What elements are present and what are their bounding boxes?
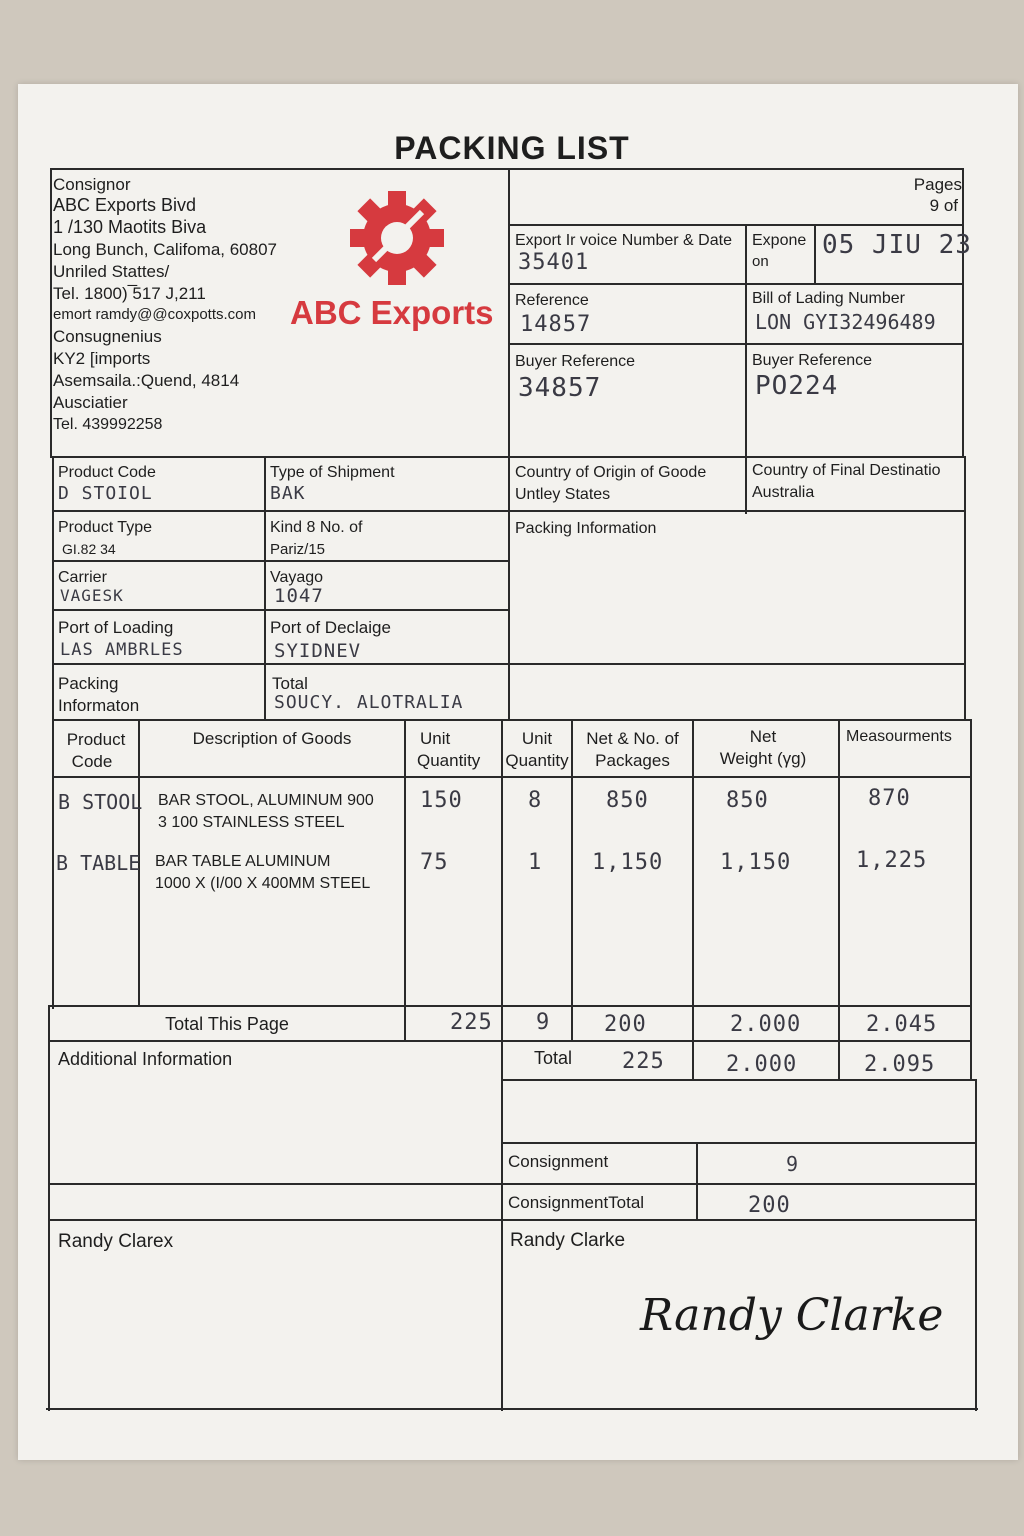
export-invoice-value: 35401 bbox=[518, 250, 590, 275]
table-header-bottom bbox=[52, 776, 972, 778]
divider bbox=[814, 224, 816, 284]
total-page-top bbox=[48, 1005, 972, 1007]
row-net-weight: 850 bbox=[726, 788, 769, 813]
bill-of-lading-value: LON GYI32496489 bbox=[755, 310, 936, 334]
divider bbox=[501, 1142, 977, 1144]
divider bbox=[52, 510, 964, 512]
product-code-value: D STOIOL bbox=[58, 483, 153, 504]
pages-value: 9 of bbox=[929, 196, 958, 215]
consignor-line: Tel. 1800) ̅517 J,211 bbox=[53, 284, 206, 303]
country-destination-label: Country of Final Destinatio bbox=[752, 462, 941, 479]
reference-value: 14857 bbox=[520, 312, 592, 337]
total-measurements: 2.095 bbox=[864, 1052, 936, 1077]
total-page-net-weight: 2.000 bbox=[730, 1012, 802, 1037]
type-of-shipment-label: Type of Shipment bbox=[270, 464, 395, 481]
divider bbox=[52, 560, 510, 562]
divider bbox=[696, 1142, 698, 1220]
total-unit-quantity: 225 bbox=[622, 1049, 665, 1074]
row-product-code: B TABLE bbox=[56, 851, 141, 875]
consignor-line: 1 /130 Maotits Biva bbox=[53, 217, 207, 237]
col-header-unit-quantity: Unit bbox=[420, 729, 451, 748]
consignee-line: Ausciatier bbox=[53, 393, 128, 412]
signatory-right: Randy Clarke bbox=[510, 1230, 626, 1251]
row-description-2: 1000 X (I/00 X 400MM STEEL bbox=[155, 875, 371, 892]
pages-label: Pages bbox=[913, 175, 962, 194]
port-loading-value: LAS AMBRLES bbox=[60, 640, 184, 660]
row-unit-quantity: 75 bbox=[420, 850, 449, 875]
divider bbox=[501, 1040, 972, 1042]
bill-of-lading-label: Bill of Lading Number bbox=[752, 290, 905, 307]
buyer-reference-value: 34857 bbox=[518, 373, 602, 403]
divider bbox=[501, 1079, 503, 1411]
packing-info-label: Packing bbox=[58, 674, 119, 693]
document-title: PACKING LIST bbox=[394, 130, 630, 166]
total-label: Total bbox=[534, 1048, 573, 1068]
row-unit-quantity: 150 bbox=[420, 788, 463, 813]
signature: Randy Clarke bbox=[640, 1290, 944, 1341]
row-unit-quantity-2: 1 bbox=[528, 850, 543, 875]
row-description: BAR TABLE ALUMINUM bbox=[155, 853, 331, 870]
divider bbox=[52, 456, 964, 458]
consignee-line: Asemsaila.:Quend, 4814 bbox=[53, 371, 240, 390]
divider bbox=[510, 224, 964, 226]
divider bbox=[48, 1219, 977, 1221]
total-page-unit-quantity-2: 9 bbox=[536, 1010, 551, 1035]
divider bbox=[48, 1183, 977, 1185]
divider bbox=[501, 1079, 975, 1081]
country-origin-value: Untley States bbox=[515, 486, 611, 503]
col-header-unit-quantity-b: Unit bbox=[521, 729, 553, 748]
country-destination-value: Australia bbox=[752, 484, 815, 501]
buyer-reference-value-2: PO224 bbox=[755, 371, 839, 401]
kind-no-label: Kind 8 No. of bbox=[270, 519, 363, 536]
consignee-line: Tel. 439992258 bbox=[53, 416, 163, 433]
buyer-reference-label: Buyer Reference bbox=[515, 353, 636, 370]
total-page-measurements: 2.045 bbox=[866, 1012, 938, 1037]
consignment-total-label: ConsignmentTotal bbox=[508, 1193, 645, 1212]
type-of-shipment-value: BAK bbox=[270, 483, 306, 504]
table-right bbox=[970, 719, 972, 1081]
row-packages: 850 bbox=[606, 788, 649, 813]
border-left-top bbox=[50, 168, 52, 458]
packing-information-label: Packing Information bbox=[515, 520, 657, 537]
row-measurements: 870 bbox=[868, 786, 911, 811]
table-top bbox=[52, 719, 970, 721]
port-declaige-value: SYIDNEV bbox=[274, 640, 362, 662]
row-unit-quantity-2: 8 bbox=[528, 788, 543, 813]
product-type-label: Product Type bbox=[58, 519, 152, 536]
product-type-value: GI.82 34 bbox=[62, 541, 116, 557]
divider bbox=[264, 456, 266, 720]
reference-label: Reference bbox=[515, 292, 589, 309]
col-header-code: Product bbox=[66, 730, 126, 749]
brand-name: ABC Exports bbox=[290, 294, 494, 331]
gear-icon bbox=[344, 190, 450, 286]
consignor-email: emort ramdy@@coxpotts.com bbox=[53, 306, 257, 323]
total-net-weight: 2.000 bbox=[726, 1052, 798, 1077]
col-header-packages-2: Packages bbox=[595, 751, 670, 770]
divider-middle bbox=[508, 168, 510, 720]
consignor-label: Consignor bbox=[53, 175, 131, 194]
carrier-label: Carrier bbox=[58, 569, 107, 586]
consignor-line: ABC Exports Bivd bbox=[53, 195, 197, 215]
expone-label: Expone bbox=[752, 232, 807, 249]
row-measurements: 1,225 bbox=[856, 848, 928, 873]
total-dest-value: SOUCY. ALOTRALIA bbox=[274, 692, 464, 713]
packing-info-label-2: Informaton bbox=[58, 696, 140, 715]
total-dest-label: Total bbox=[272, 674, 308, 693]
consignor-line: Unriled Stattes/ bbox=[53, 262, 170, 281]
vayago-value: 1047 bbox=[274, 585, 324, 607]
signatory-left: Randy Clarex bbox=[58, 1231, 174, 1252]
col-line bbox=[838, 719, 840, 1079]
country-origin-label: Country of Origin of Goode bbox=[515, 464, 707, 481]
border-top bbox=[50, 168, 964, 170]
total-page-unit-quantity: 225 bbox=[450, 1010, 493, 1035]
col-header-net-weight-2: Weight (γg) bbox=[719, 749, 807, 768]
col-line bbox=[404, 719, 406, 1041]
port-declaige-label: Port of Declaige bbox=[270, 618, 391, 637]
divider bbox=[510, 283, 964, 285]
export-date-value: 05 JIU 23 bbox=[822, 230, 972, 260]
row-packages: 1,150 bbox=[592, 850, 664, 875]
border-right-mid bbox=[964, 456, 966, 720]
col-header-unit-quantity-b-2: Quantity bbox=[505, 751, 569, 770]
consignee-line: KY2 [imports bbox=[53, 349, 151, 368]
col-header-unit-quantity-2: Quantity bbox=[417, 751, 481, 770]
col-header-description: Description of Goods bbox=[192, 729, 352, 748]
row-net-weight: 1,150 bbox=[720, 850, 792, 875]
border-bottom bbox=[46, 1408, 978, 1410]
col-header-packages: Net & No. of bbox=[586, 729, 679, 748]
expone-label-2: on bbox=[752, 253, 769, 270]
col-header-measurements: Measourments bbox=[846, 728, 952, 745]
row-product-code: B STOOL bbox=[58, 790, 143, 814]
row-description-2: 3 100 STAINLESS STEEL bbox=[158, 814, 345, 831]
divider bbox=[745, 224, 747, 514]
total-page-packages: 200 bbox=[604, 1012, 647, 1037]
consignment-total-value: 200 bbox=[748, 1193, 791, 1218]
total-page-bottom bbox=[48, 1040, 504, 1042]
col-header-net-weight: Net bbox=[749, 727, 777, 746]
buyer-reference-label-2: Buyer Reference bbox=[752, 352, 873, 369]
col-line bbox=[692, 719, 694, 1079]
vayago-label: Vayago bbox=[270, 569, 324, 586]
row-description: BAR STOOL, ALUMINUM 900 bbox=[158, 792, 374, 809]
carrier-value: VAGESK bbox=[60, 586, 124, 605]
divider bbox=[52, 663, 966, 665]
port-loading-label: Port of Loading bbox=[58, 618, 174, 637]
consignor-line: Long Bunch, Califoma, 60807 bbox=[53, 240, 277, 259]
divider bbox=[510, 343, 964, 345]
consignment-label: Consignment bbox=[508, 1152, 609, 1171]
product-code-label: Product Code bbox=[58, 464, 156, 481]
border-left-mid bbox=[52, 456, 54, 720]
kind-no-value: Pariz/15 bbox=[270, 541, 326, 558]
col-header-code-2: Code bbox=[71, 752, 113, 771]
consignment-value: 9 bbox=[786, 1152, 800, 1176]
total-page-label: Total This Page bbox=[165, 1014, 289, 1034]
border-right-bottom bbox=[975, 1079, 977, 1411]
col-line bbox=[501, 719, 503, 1081]
border-right-top bbox=[962, 168, 964, 458]
divider bbox=[52, 609, 510, 611]
export-invoice-label: Export Ir voice Number & Date bbox=[515, 232, 732, 249]
border-left-bottom bbox=[48, 1005, 50, 1411]
additional-information-label: Additional Information bbox=[58, 1049, 233, 1069]
consignee-label: Consugnenius bbox=[53, 327, 162, 346]
